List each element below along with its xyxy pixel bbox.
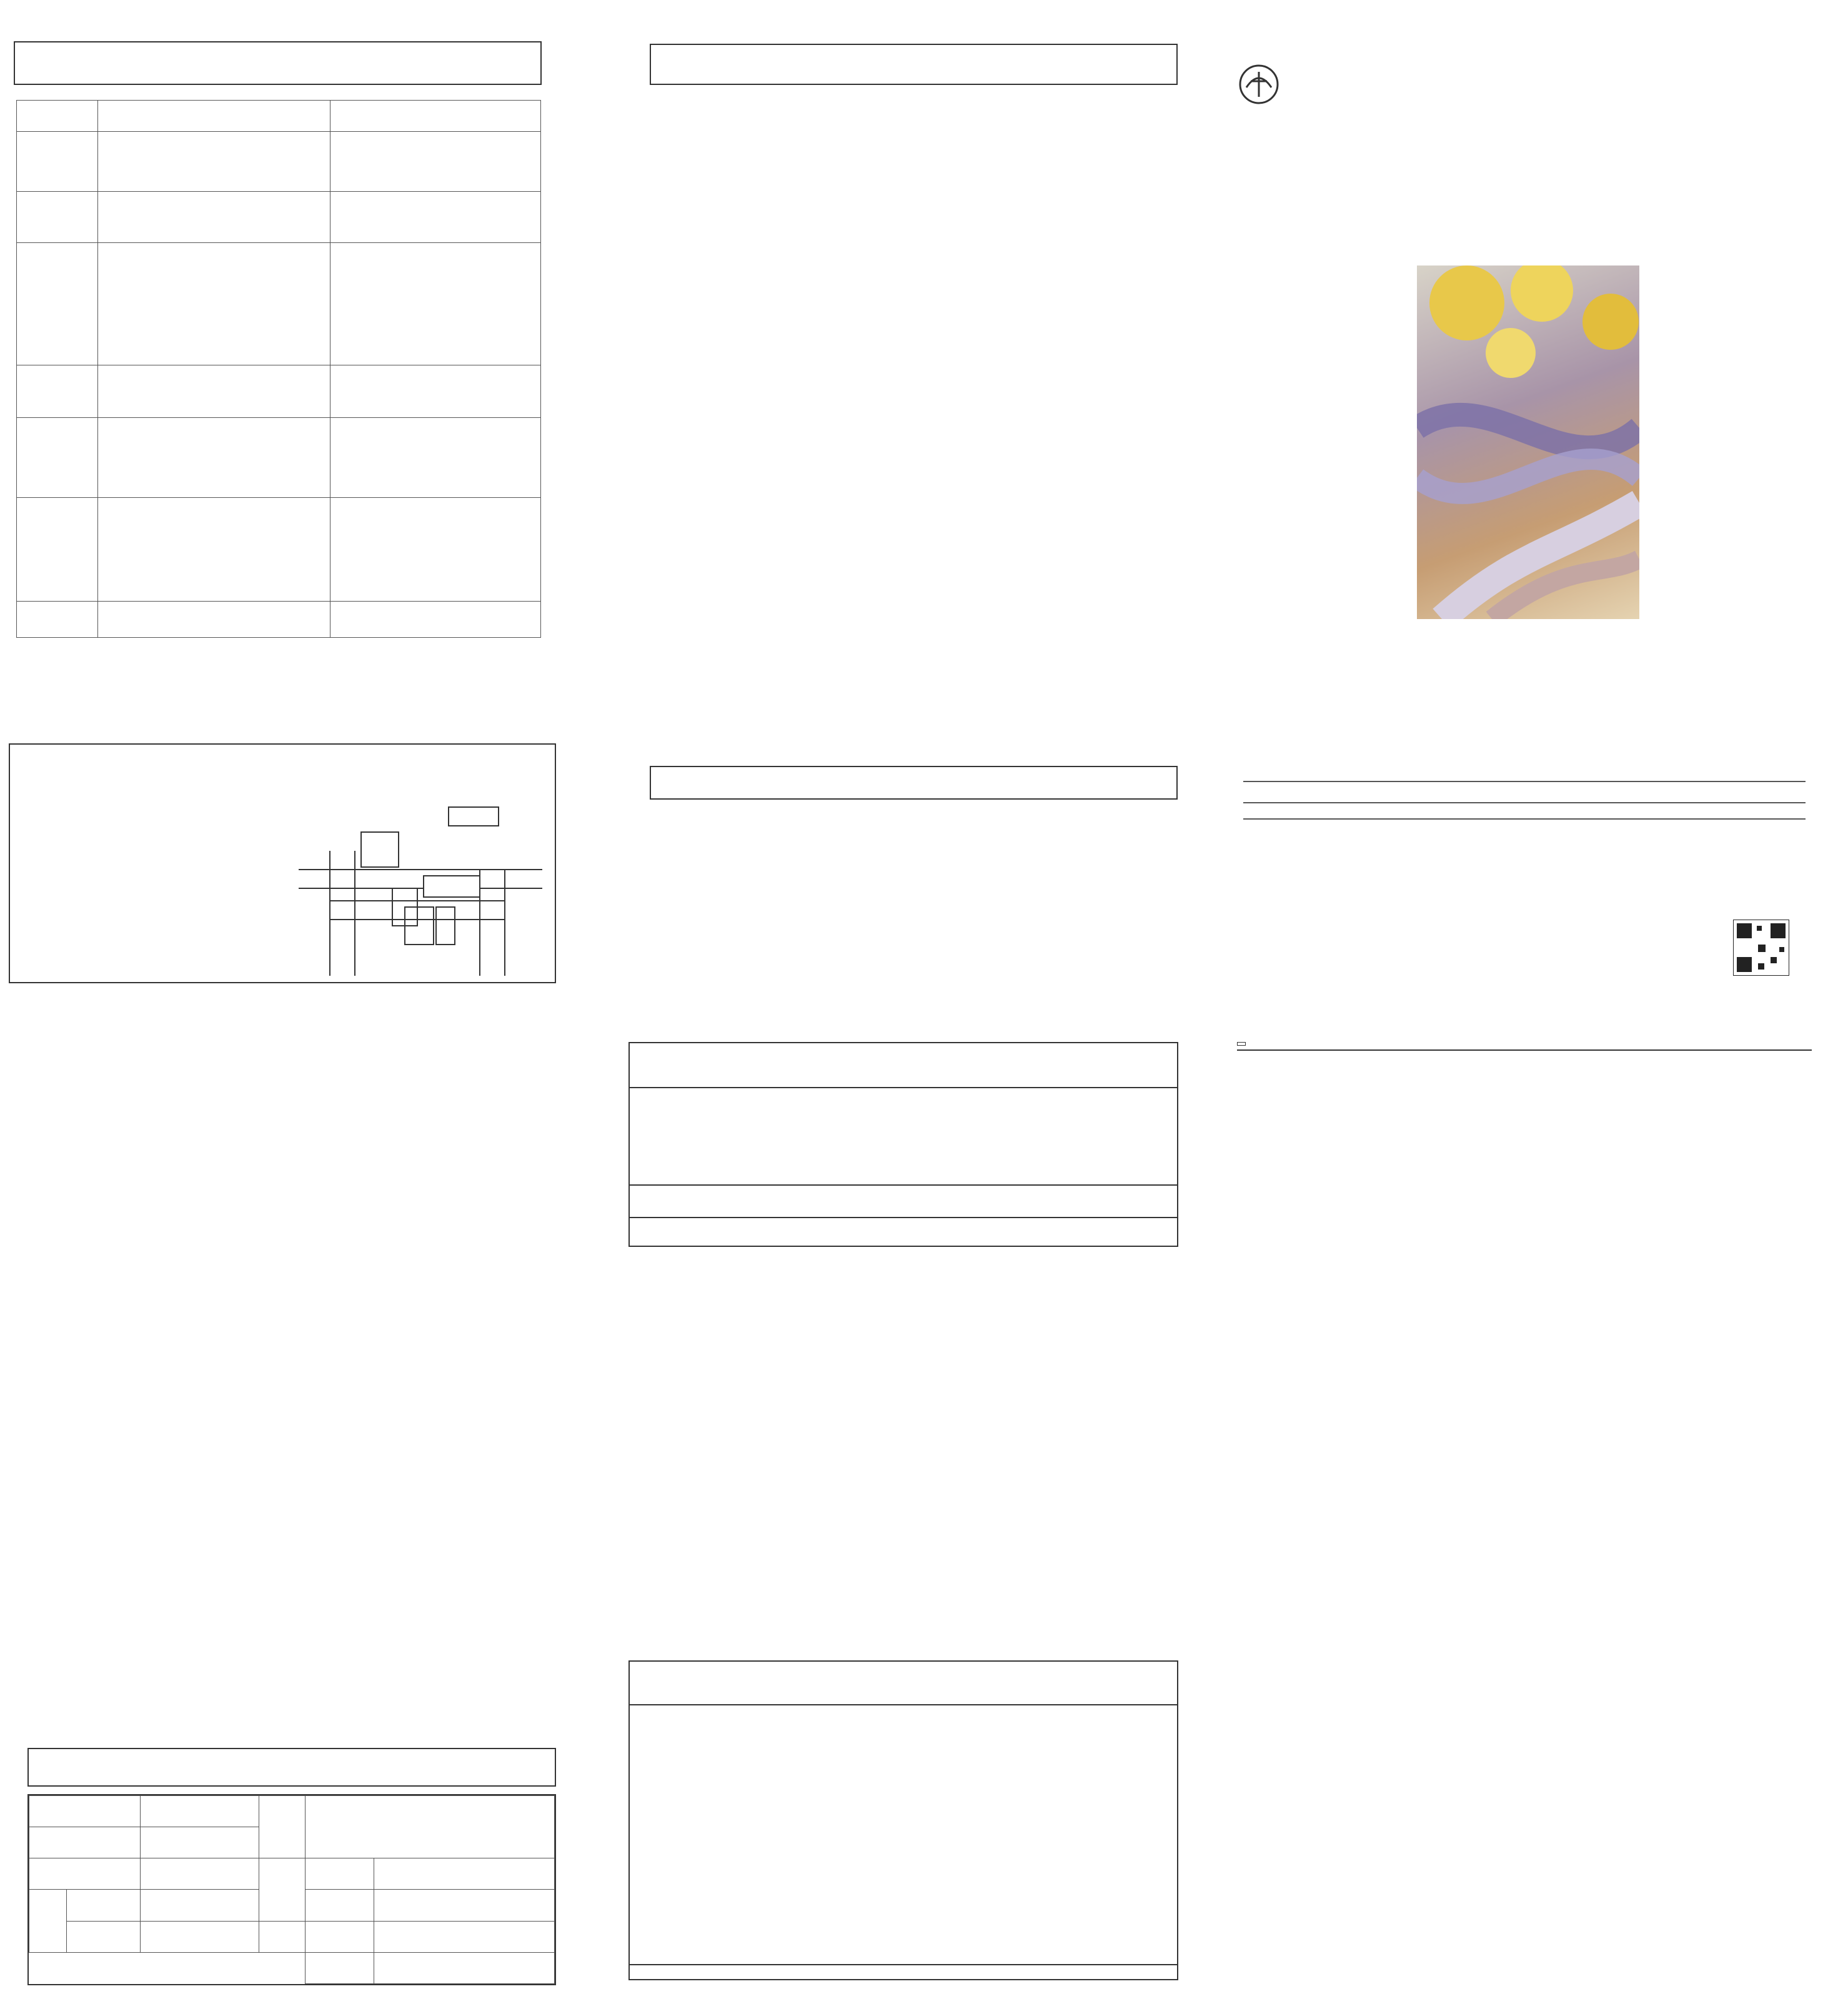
passion-row bbox=[17, 132, 541, 192]
passion-panel bbox=[7, 37, 545, 731]
vision-map-box bbox=[9, 743, 556, 983]
passion-events bbox=[98, 192, 330, 243]
passion-table bbox=[16, 100, 541, 638]
flower-1-name bbox=[374, 1858, 555, 1890]
mokjang-title bbox=[630, 1184, 1177, 1218]
passion-day bbox=[17, 365, 98, 418]
recycle-label bbox=[259, 1921, 306, 1952]
passion-row bbox=[17, 498, 541, 602]
passion-refs bbox=[330, 418, 541, 498]
next-r3-value bbox=[141, 1858, 259, 1890]
passion-day bbox=[17, 418, 98, 498]
next-r3-label bbox=[29, 1858, 141, 1890]
passion-events bbox=[98, 132, 330, 192]
passion-events bbox=[98, 602, 330, 638]
passion-row bbox=[17, 192, 541, 243]
passion-refs bbox=[330, 602, 541, 638]
passion-row bbox=[17, 243, 541, 365]
schedule-panel bbox=[631, 762, 1193, 993]
staff-box bbox=[1243, 781, 1806, 987]
recycle-2-date bbox=[306, 1952, 374, 1983]
sermon-panel bbox=[1237, 1037, 1812, 1999]
next-r2-value bbox=[141, 1827, 259, 1858]
passion-events bbox=[98, 498, 330, 602]
passion-refs bbox=[330, 243, 541, 365]
next-week-table bbox=[29, 1795, 555, 1984]
passion-refs bbox=[330, 498, 541, 602]
guide-label bbox=[29, 1890, 67, 1952]
flower-2-date bbox=[306, 1890, 374, 1921]
dawn-title bbox=[630, 1043, 1177, 1088]
passion-row bbox=[17, 365, 541, 418]
next-title bbox=[27, 1748, 556, 1787]
offering-box bbox=[628, 1660, 1178, 1980]
passion-day bbox=[17, 192, 98, 243]
passion-th-event bbox=[98, 101, 330, 132]
offering-title bbox=[630, 1662, 1177, 1705]
order-panel bbox=[12, 1037, 569, 1999]
passion-refs bbox=[330, 365, 541, 418]
passion-events bbox=[98, 365, 330, 418]
passion-events bbox=[98, 418, 330, 498]
dna-bread-illustration bbox=[1417, 265, 1639, 619]
recycle-1-date bbox=[306, 1921, 374, 1952]
passion-title bbox=[14, 41, 542, 85]
news-panel bbox=[631, 37, 1193, 743]
guide-1-date bbox=[67, 1890, 141, 1921]
passion-refs bbox=[330, 132, 541, 192]
next-r2-label bbox=[29, 1827, 141, 1858]
passion-day bbox=[17, 602, 98, 638]
passion-refs bbox=[330, 192, 541, 243]
passion-day bbox=[17, 243, 98, 365]
dawn-box bbox=[628, 1042, 1178, 1247]
flower-label bbox=[259, 1858, 306, 1921]
map-drawing bbox=[292, 776, 552, 976]
map bbox=[292, 751, 552, 980]
guide-1-name bbox=[141, 1890, 259, 1921]
passion-th-day bbox=[17, 101, 98, 132]
flower-2-name bbox=[374, 1890, 555, 1921]
passion-row bbox=[17, 418, 541, 498]
guide-2-name bbox=[141, 1921, 259, 1952]
passion-day bbox=[17, 132, 98, 192]
cover-image bbox=[1417, 265, 1639, 619]
passion-th-ref bbox=[330, 101, 541, 132]
schedule-title bbox=[650, 766, 1178, 800]
passion-events bbox=[98, 243, 330, 365]
dawn-table bbox=[630, 1088, 1177, 1184]
offering-account bbox=[630, 1964, 1177, 1973]
guide-2-date bbox=[67, 1921, 141, 1952]
mahanaim-value bbox=[306, 1796, 555, 1858]
cover-panel bbox=[1225, 37, 1812, 750]
passion-day bbox=[17, 498, 98, 602]
middle-bottom-panel bbox=[625, 1037, 1193, 1999]
next-r1-value bbox=[141, 1796, 259, 1827]
mahanaim-label bbox=[259, 1796, 306, 1858]
church-logo-icon bbox=[1237, 62, 1281, 106]
flower-1-date bbox=[306, 1858, 374, 1890]
qr-code-icon bbox=[1733, 920, 1789, 976]
news-title bbox=[650, 44, 1178, 85]
next-r1-label bbox=[29, 1796, 141, 1827]
mokjang-table bbox=[630, 1218, 1177, 1246]
sermon-label bbox=[1237, 1042, 1246, 1046]
recycle-1-name bbox=[374, 1921, 555, 1952]
next-week-box bbox=[27, 1794, 556, 1985]
passion-row bbox=[17, 602, 541, 638]
recycle-2-name bbox=[374, 1952, 555, 1983]
